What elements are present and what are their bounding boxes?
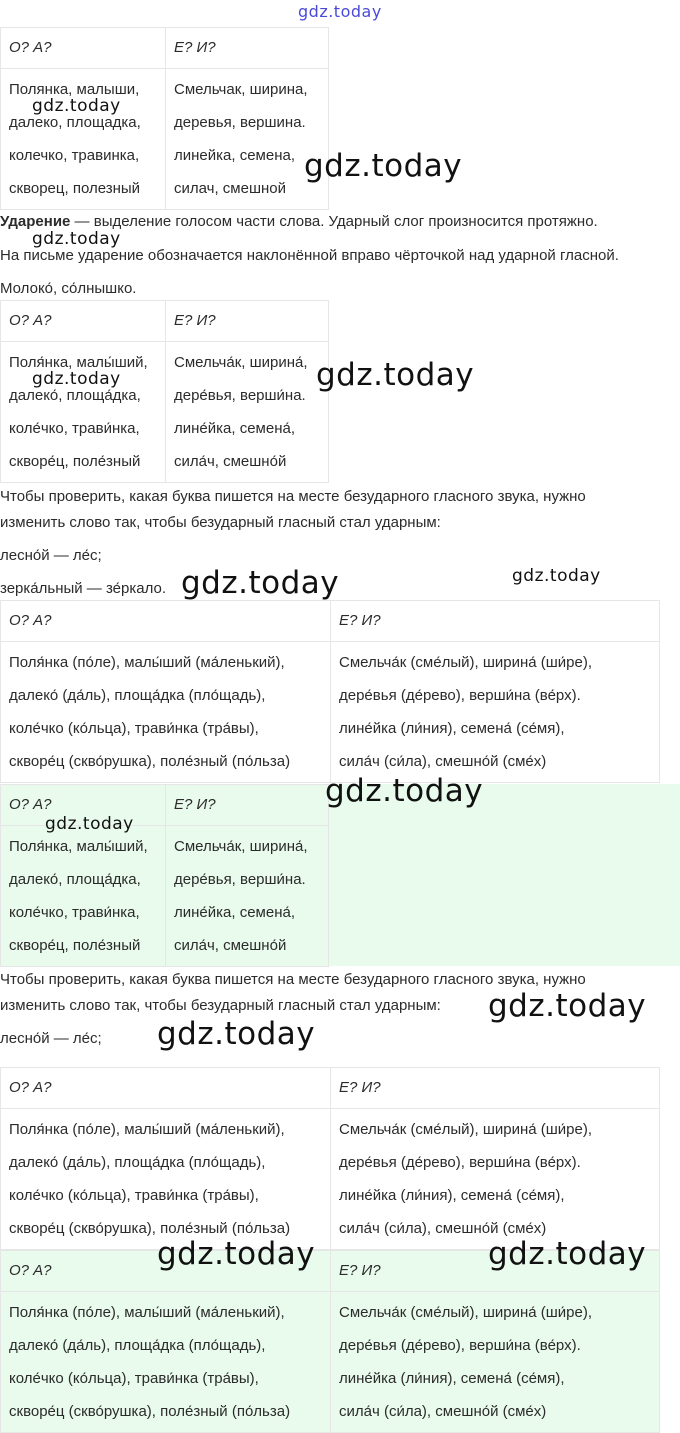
example-lesnoy: лесно́й — ле́с; [0,547,102,564]
word-line: коле́чко, трави́нка, [9,420,140,437]
table-header-o-a: О? А? [1,1068,331,1109]
watermark: gdz.today [316,357,475,393]
word-line: далеко, площадка, [9,114,141,131]
table-cell [166,69,329,210]
table-4 [0,784,329,967]
word-line: далеко́ (да́ль), площа́дка (пло́щадь), [9,1337,266,1354]
check-rule-line-2: изменить слово так, чтобы безударный гласный стал ударным: [0,514,441,531]
word-line: коле́чко (ко́льца), трави́нка (тра́вы), [9,1370,259,1387]
stress-line-2: На письме ударение обозначается наклонённой вправо чёрточкой над ударной гласной. [0,247,619,264]
table-cell [1,1109,331,1250]
word-line: Поля́нка (по́ле), малы́ший (ма́ленький), [9,1121,285,1138]
word-line: колечко, травинка, [9,147,140,164]
word-line: Смельча́к (сме́лый), ширина́ (ши́ре), [339,1304,593,1321]
watermark: gdz.today [32,369,121,389]
watermark: gdz.today [157,1236,316,1272]
table-header-e-i: Е? И? [331,1068,660,1109]
table-header-e-i: Е? И? [331,1251,660,1292]
watermark: gdz.today [181,565,340,601]
watermark: gdz.today [157,1016,316,1052]
word-line: скворе́ц, поле́зный [9,937,141,954]
word-line: лине́йка (ли́ния), семена́ (се́мя), [339,1370,565,1387]
table-5 [0,1067,660,1250]
table-header-o-a: О? А? [1,301,166,342]
word-line: дере́вья, верши́на. [174,387,306,404]
watermark: gdz.today [512,566,601,586]
word-line: силач, смешной [174,180,286,197]
check-rule-line-1: Чтобы проверить, какая буква пишется на месте безударного гласного звука, нужно [0,488,586,505]
word-line: Смельча́к (сме́лый), ширина́ (ши́ре), [339,1121,593,1138]
watermark: gdz.today [325,773,484,809]
table-cell [1,642,331,783]
word-line: сила́ч (си́ла), смешно́й (сме́х) [339,1220,547,1237]
word-line: далеко́ (да́ль), площа́дка (пло́щадь), [9,1154,266,1171]
word-line: коле́чко (ко́льца), трави́нка (тра́вы), [9,720,259,737]
table-cell [1,342,166,483]
table-6 [0,1250,660,1433]
word-line: Поля́нка, малы́ший, [9,838,148,855]
stress-line-1: — выделение голосом части слова. Ударный слог произносится протяжно. [70,213,598,230]
watermark: gdz.today [488,988,647,1024]
word-line: Смельча́к (сме́лый), ширина́ (ши́ре), [339,654,593,671]
word-line: деревья, вершина. [174,114,306,131]
table-3 [0,600,660,783]
word-line: Смельча́к, ширина́, [174,838,308,855]
check-rule-line-1: Чтобы проверить, какая буква пишется на месте безударного гласного звука, нужно [0,971,586,988]
table-cell [1,69,166,210]
word-line: скворе́ц, поле́зный [9,453,141,470]
table-cell [166,826,329,967]
word-line: коле́чко, трави́нка, [9,904,140,921]
word-line: лине́йка, семена́, [174,904,295,921]
word-line: скворе́ц (скво́рушка), поле́зный (по́льза) [9,1403,291,1420]
word-line: Поля́нка (по́ле), малы́ший (ма́ленький), [9,654,285,671]
word-line: скворе́ц (скво́рушка), поле́зный (по́льза) [9,753,291,770]
example-lesnoy: лесно́й — ле́с; [0,1030,102,1047]
word-line: скворец, полезный [9,180,141,197]
word-line: лине́йка (ли́ния), семена́ (се́мя), [339,1187,565,1204]
word-line: далеко́, площа́дка, [9,387,141,404]
word-line: Смельчак, ширина, [174,81,308,98]
word-line: сила́ч (си́ла), смешно́й (сме́х) [339,1403,547,1420]
example-words: Молоко́, со́лнышко. [0,280,137,297]
table-cell [331,1109,660,1250]
word-line: лине́йка, семена́, [174,420,295,437]
table-header-e-i: Е? И? [166,28,329,69]
table-cell [1,826,166,967]
watermark: gdz.today [32,96,121,116]
stress-term: Ударение [0,213,71,230]
word-line: Полянка, малыши, [9,81,140,98]
table-cell [331,1292,660,1433]
watermark: gdz.today [32,229,121,249]
table-header-e-i: Е? И? [166,785,329,826]
watermark: gdz.today [488,1236,647,1272]
word-line: далеко́, площа́дка, [9,871,141,888]
table-cell [1,1292,331,1433]
word-line: сила́ч (си́ла), смешно́й (сме́х) [339,753,547,770]
table-cell [166,342,329,483]
example-zerkalny: зерка́льный — зе́ркало. [0,580,167,597]
table-header-o-a: О? А? [1,1251,331,1292]
table-header-e-i: Е? И? [331,601,660,642]
table-header-o-a: О? А? [1,28,166,69]
word-line: Поля́нка, малы́ший, [9,354,148,371]
word-line: дере́вья, верши́на. [174,871,306,888]
table-2 [0,300,329,483]
word-line: дере́вья (де́рево), верши́на (ве́рх). [339,687,581,704]
check-rule-line-2: изменить слово так, чтобы безударный гласный стал ударным: [0,997,441,1014]
table-cell [331,642,660,783]
word-line: сила́ч, смешно́й [174,937,287,954]
word-line: дере́вья (де́рево), верши́на (ве́рх). [339,1154,581,1171]
word-line: скворе́ц (скво́рушка), поле́зный (по́льза) [9,1220,291,1237]
table-1 [0,27,329,210]
table-header-o-a: О? А? [1,601,331,642]
watermark: gdz.today [45,814,134,834]
watermark: gdz.today [298,2,382,21]
word-line: лине́йка (ли́ния), семена́ (се́мя), [339,720,565,737]
word-line: Смельча́к, ширина́, [174,354,308,371]
table-header-e-i: Е? И? [166,301,329,342]
word-line: дере́вья (де́рево), верши́на (ве́рх). [339,1337,581,1354]
table-header-o-a: О? А? [1,785,166,826]
word-line: далеко́ (да́ль), площа́дка (пло́щадь), [9,687,266,704]
word-line: сила́ч, смешно́й [174,453,287,470]
word-line: линейка, семена, [174,147,295,164]
word-line: Поля́нка (по́ле), малы́ший (ма́ленький), [9,1304,285,1321]
watermark: gdz.today [304,148,463,184]
word-line: коле́чко (ко́льца), трави́нка (тра́вы), [9,1187,259,1204]
